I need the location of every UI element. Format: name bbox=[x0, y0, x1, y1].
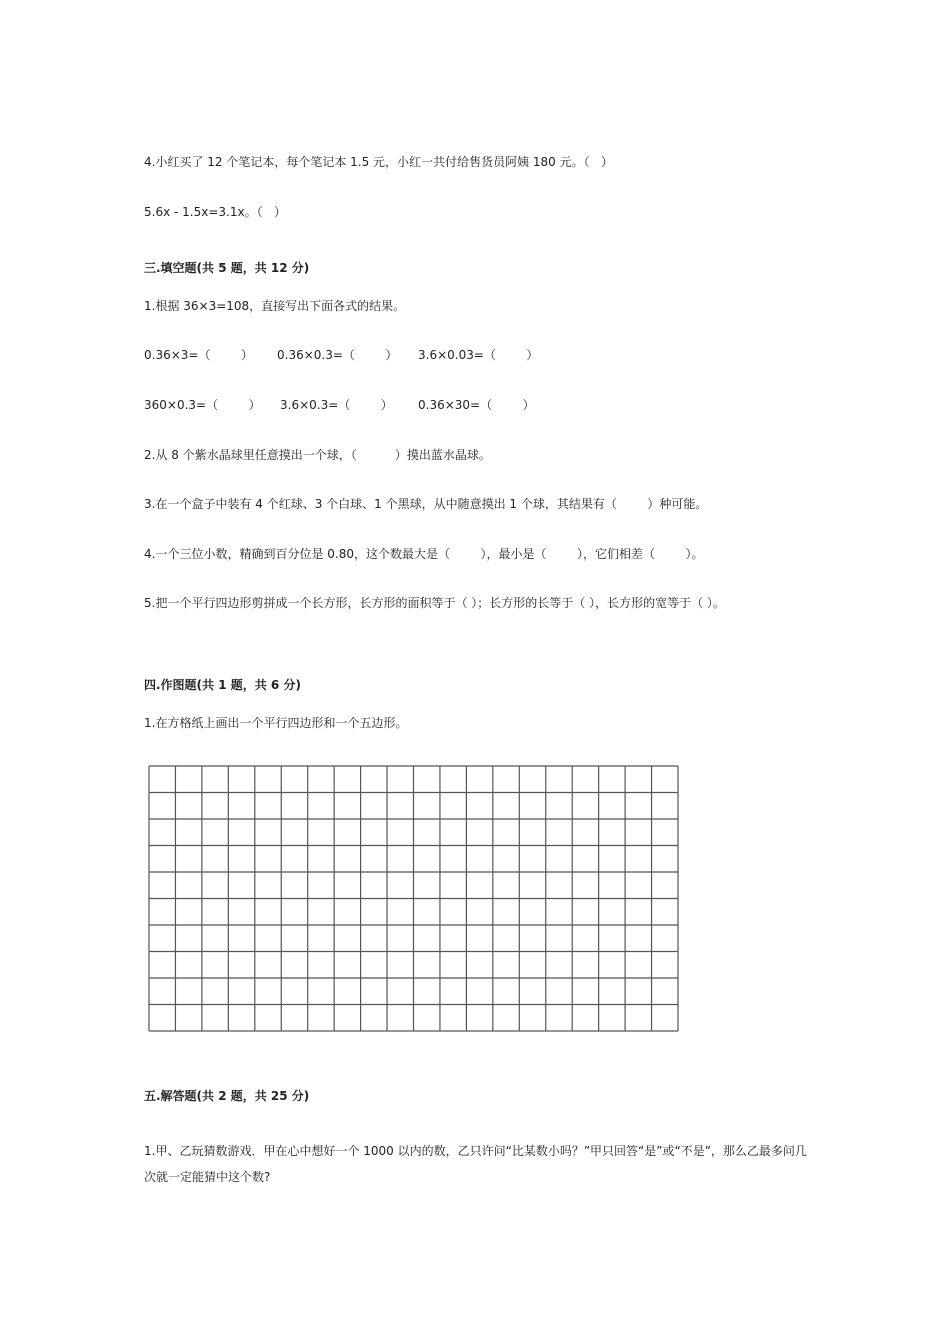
calc-item: 3.6×0.03=（ ） bbox=[418, 348, 539, 362]
section-3-title: 三.填空题(共 5 题，共 12 分) bbox=[144, 261, 310, 275]
tf-question-5: 5.6x - 1.5x=3.1x。（ ） bbox=[144, 205, 287, 219]
draw-question-1: 1.在方格纸上画出一个平行四边形和一个五边形。 bbox=[144, 716, 408, 730]
calc-item: 3.6×0.3=（ ） bbox=[280, 398, 393, 412]
calc-item: 0.36×3=（ ） bbox=[144, 348, 253, 362]
tf-question-4: 4.小红买了 12 个笔记本，每个笔记本 1.5 元，小红一共付给售货员阿姨 180 元。（ ） bbox=[144, 155, 614, 169]
square-grid-paper bbox=[148, 765, 680, 1033]
calc-item: 0.36×30=（ ） bbox=[418, 398, 535, 412]
fill-question-5: 5.把一个平行四边形剪拼成一个长方形，长方形的面积等于（ ）；长方形的长等于（ ），长方形的宽等于（ ）。 bbox=[144, 596, 725, 610]
section-4-title: 四.作图题(共 1 题，共 6 分) bbox=[144, 678, 301, 692]
calc-item: 0.36×0.3=（ ） bbox=[277, 348, 398, 362]
fill-question-2: 2.从 8 个紫水晶球里任意摸出一个球，（ ）摸出蓝水晶球。 bbox=[144, 448, 491, 462]
calc-item: 360×0.3=（ ） bbox=[144, 398, 261, 412]
fill-question-3: 3.在一个盒子中装有 4 个红球、3 个白球、1 个黑球，从中随意摸出 1 个球，其结果有（ ）种可能。 bbox=[144, 497, 708, 511]
section-5-title: 五.解答题(共 2 题，共 25 分) bbox=[144, 1089, 310, 1103]
answer-question-1: 1.甲、乙玩猜数游戏．甲在心中想好一个 1000 以内的数，乙只许问“比某数小吗？”甲只回答“是”或“不是”，那么乙最多问几次就一定能猜中这个数? bbox=[144, 1144, 807, 1184]
fill-question-1: 1.根据 36×3=108，直接写出下面各式的结果。 bbox=[144, 299, 406, 313]
fill-question-4: 4.一个三位小数，精确到百分位是 0.80，这个数最大是（ ），最小是（ ），它们相差（ ）。 bbox=[144, 547, 704, 561]
